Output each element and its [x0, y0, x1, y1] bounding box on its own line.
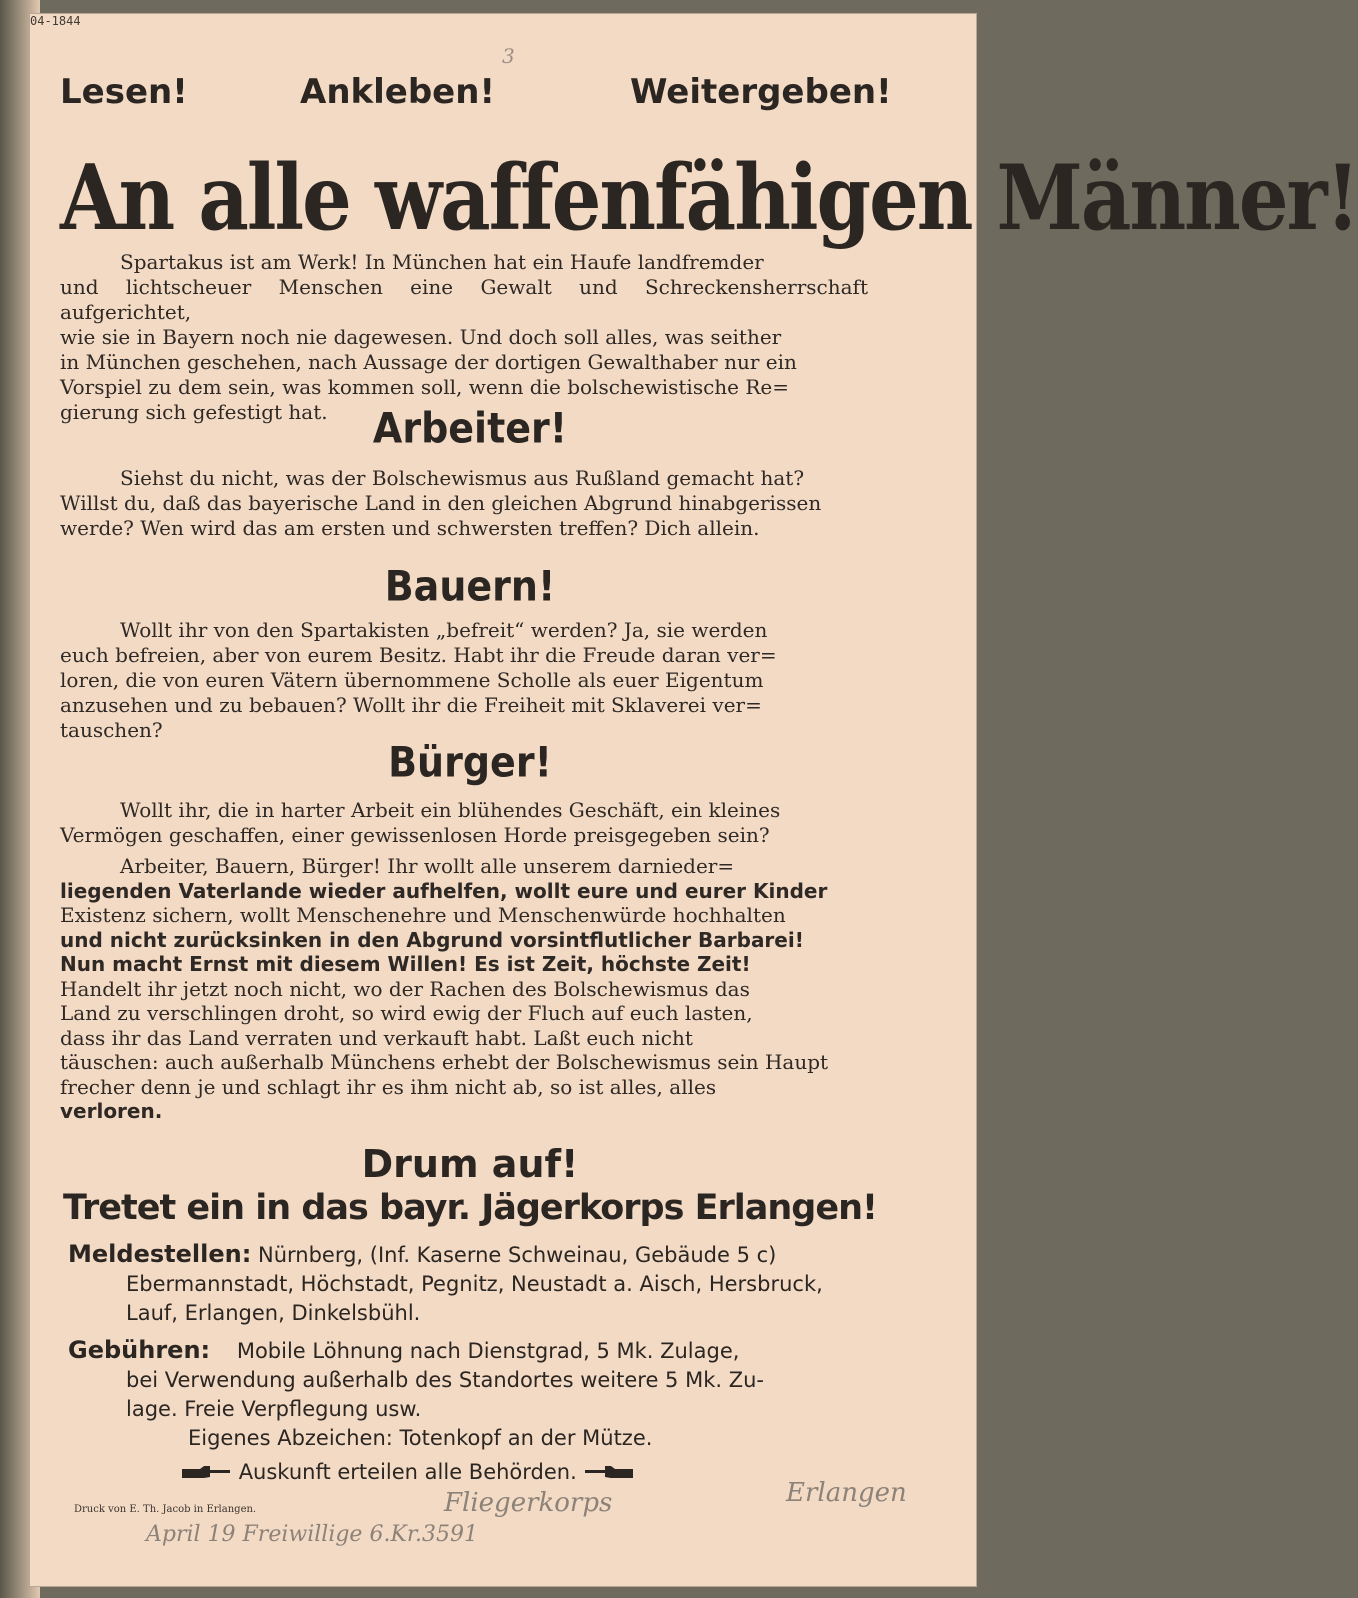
- appeal-paragraph: [60, 854, 868, 1124]
- gebuehren-line: lage. Freie Verpflegung usw.: [126, 1397, 422, 1421]
- handwritten-note-unit: Fliegerkorps: [444, 1488, 613, 1518]
- bauern-line: loren, die von euren Vätern übernommene Scholle als euer Eigentum: [60, 668, 764, 692]
- printer-imprint: Druck von E. Th. Jacob in Erlangen.: [74, 1504, 257, 1515]
- meldestellen-line: Ebermannstadt, Höchstadt, Pegnitz, Neustadt a. Aisch, Hersbruck,: [126, 1272, 823, 1296]
- gebuehren-label: Gebühren:: [68, 1336, 211, 1364]
- pointing-hand-left-icon: [583, 1464, 635, 1482]
- appeal-line: und nicht zurücksinken in den Abgrund vorsintflutlicher Barbarei!: [60, 927, 804, 952]
- heading-buerger: Bürger!: [388, 737, 552, 787]
- gebuehren-block: [68, 1336, 888, 1424]
- meldestellen-line: Meldestellen: Nürnberg, (Inf. Kaserne Schweinau, Gebäude 5 c): [68, 1240, 777, 1268]
- gebuehren-line: Gebühren: Mobile Löhnung nach Dienstgrad, 5 Mk. Zulage,: [68, 1336, 740, 1364]
- appeal-line: dass ihr das Land verraten und verkauft habt. Laßt euch nicht: [60, 1025, 693, 1050]
- appeal-line: liegenden Vaterlande wieder aufhelfen, wollt eure und eurer Kinder: [60, 878, 828, 903]
- buerger-line: Wollt ihr, die in harter Arbeit ein blühendes Geschäft, ein kleines: [120, 798, 781, 822]
- bauern-paragraph: [60, 618, 868, 743]
- appeal-line: täuschen: auch außerhalb Münchens erhebt der Bolschewismus sein Haupt: [60, 1050, 829, 1074]
- poster-page: [30, 14, 1358, 1586]
- arbeiter-paragraph: [60, 466, 868, 541]
- appeal-line: Land zu verschlingen droht, so wird ewig der Fluch auf euch lasten,: [60, 1001, 753, 1025]
- intro-line: Spartakus ist am Werk! In München hat ein Haufe landfremder: [120, 250, 764, 274]
- abzeichen-line: Eigenes Abzeichen: Totenkopf an der Mütze.: [188, 1426, 653, 1450]
- gebuehren-line: bei Verwendung außerhalb des Standortes weitere 5 Mk. Zu-: [126, 1368, 764, 1392]
- intro-line: Vorspiel zu dem sein, was kommen soll, wenn die bolschewistische Re=: [60, 375, 790, 399]
- slogan-weitergeben: Weitergeben!: [630, 72, 892, 112]
- pencil-page-number: 3: [502, 44, 515, 68]
- buerger-line: Vermögen geschaffen, einer gewissenlosen Horde preisgegeben sein?: [60, 823, 770, 847]
- appeal-line: Nun macht Ernst mit diesem Willen! Es ist Zeit, höchste Zeit!: [60, 952, 751, 976]
- appeal-line: Handelt ihr jetzt noch nicht, wo der Rachen des Bolschewismus das: [60, 976, 750, 1001]
- slogan-lesen: Lesen!: [60, 72, 188, 112]
- top-slogans: [60, 72, 892, 122]
- heading-arbeiter: Arbeiter!: [372, 403, 568, 453]
- intro-line: in München geschehen, nach Aussage der dortigen Gewalthaber nur ein: [60, 350, 797, 374]
- call-to-action: Tretet ein in das bayr. Jägerkorps Erlangen!: [63, 1188, 877, 1228]
- handwritten-note-date: April 19 Freiwillige 6.Kr.3591: [146, 1522, 478, 1547]
- auskunft-text: Auskunft erteilen alle Behörden.: [238, 1460, 577, 1484]
- buerger-paragraph: [60, 798, 868, 848]
- archive-mark: 04-1844: [30, 14, 81, 28]
- slogan-ankleben: Ankleben!: [300, 72, 495, 112]
- intro-line: gierung sich gefestigt hat.: [60, 400, 328, 424]
- appeal-line: Arbeiter, Bauern, Bürger! Ihr wollt alle unserem darnieder=: [120, 854, 735, 878]
- bauern-line: Wollt ihr von den Spartakisten „befreit“ werden? Ja, sie werden: [120, 618, 768, 642]
- bauern-line: euch befreien, aber von eurem Besitz. Habt ihr die Freude daran ver=: [60, 643, 777, 667]
- appeal-line: verloren.: [60, 1099, 163, 1123]
- meldestellen-block: [68, 1240, 888, 1328]
- heading-bauern: Bauern!: [384, 561, 556, 611]
- bauern-line: tauschen?: [60, 718, 163, 742]
- auskunft-line: [180, 1458, 635, 1487]
- intro-line: wie sie in Bayern noch nie dagewesen. Und doch soll alles, was seither: [60, 325, 782, 349]
- meldestellen-line: Lauf, Erlangen, Dinkelsbühl.: [126, 1301, 421, 1325]
- intro-paragraph: [60, 250, 868, 425]
- bauern-line: anzusehen und zu bebauen? Wollt ihr die Freiheit mit Sklaverei ver=: [60, 693, 762, 717]
- drum-auf-heading: Drum auf!: [361, 1142, 579, 1186]
- appeal-line: frecher denn je und schlagt ihr es ihm nicht ab, so ist alles, alles: [60, 1074, 717, 1099]
- arbeiter-line: Willst du, daß das bayerische Land in den gleichen Abgrund hinabgerissen: [60, 491, 822, 515]
- pointing-hand-right-icon: [180, 1464, 232, 1482]
- arbeiter-line: Siehst du nicht, was der Bolschewismus aus Rußland gemacht hat?: [120, 466, 805, 490]
- intro-line: und lichtscheuer Menschen eine Gewalt und Schreckensherrschaft aufgerichtet,: [60, 275, 868, 324]
- arbeiter-line: werde? Wen wird das am ersten und schwersten treffen? Dich allein.: [60, 516, 760, 540]
- handwritten-note-place: Erlangen: [786, 1478, 907, 1508]
- appeal-line: Existenz sichern, wollt Menschenehre und Menschenwürde hochhalten: [60, 903, 786, 927]
- meldestellen-label: Meldestellen:: [68, 1240, 252, 1268]
- headline: An alle waffenfähigen Männer!: [60, 146, 1358, 251]
